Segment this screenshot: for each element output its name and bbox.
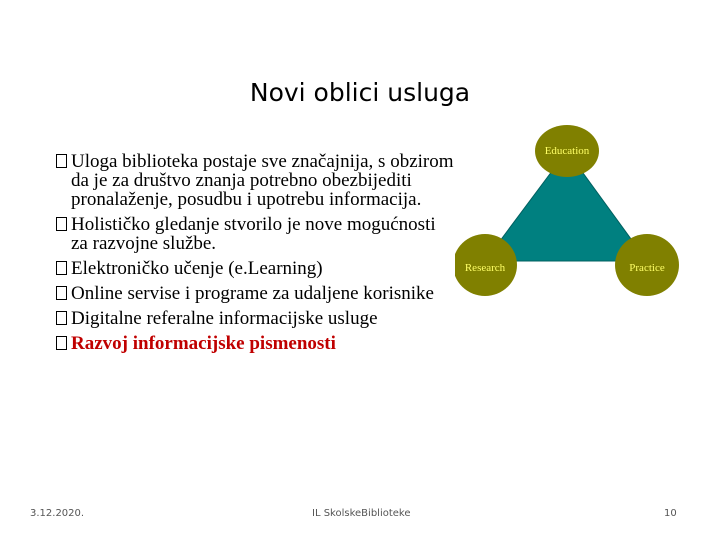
footer-date: 3.12.2020. bbox=[30, 508, 85, 519]
bullet-item bbox=[56, 259, 456, 278]
bullet-text: Holističko gledanje stvorilo je nove mogućnosti za razvojne službe. bbox=[71, 214, 436, 254]
bullet-text: Elektroničko učenje (e.Learning) bbox=[71, 258, 323, 279]
bullet-text: Uloga biblioteka postaje sve značajnija, s obzirom da je za društvo znanja potrebno obezbijediti pronalaženje, posudbu i upotrebu informacija. bbox=[71, 151, 454, 210]
bullet-text: Online servise i programe za udaljene korisnike bbox=[71, 283, 434, 304]
missing-glyph-box-icon bbox=[56, 217, 67, 231]
missing-glyph-box-icon bbox=[56, 336, 67, 350]
bullet-item bbox=[56, 152, 456, 209]
bullet-item bbox=[56, 215, 456, 253]
bullet-list bbox=[56, 152, 456, 359]
bullet-text: Digitalne referalne informacijske usluge bbox=[71, 308, 378, 329]
missing-glyph-box-icon bbox=[56, 311, 67, 325]
node-label-practice: Practice bbox=[629, 262, 665, 274]
missing-glyph-box-icon bbox=[56, 286, 67, 300]
page-number: 10 bbox=[664, 508, 677, 519]
education-research-practice-diagram bbox=[455, 118, 685, 308]
slide-title: Novi oblici usluga bbox=[249, 78, 471, 107]
node-label-research: Research bbox=[464, 262, 506, 274]
missing-glyph-box-icon bbox=[56, 261, 67, 275]
bullet-item bbox=[56, 284, 456, 303]
bullet-item-highlight bbox=[56, 334, 456, 353]
bullet-text: Razvoj informacijske pismenosti bbox=[71, 333, 336, 354]
node-label-education: Education bbox=[544, 145, 590, 157]
missing-glyph-box-icon bbox=[56, 154, 67, 168]
footer-title: IL SkolskeBiblioteke bbox=[312, 508, 411, 519]
bullet-item bbox=[56, 309, 456, 328]
